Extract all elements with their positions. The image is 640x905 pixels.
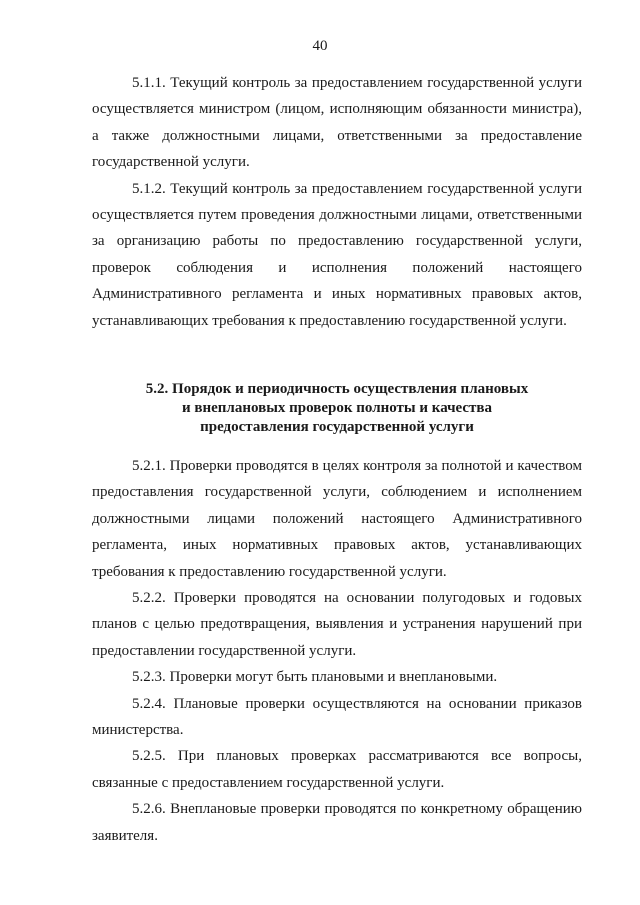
paragraph-5-1-1: 5.1.1. Текущий контроль за предоставлением государственной услуги осуществляется министром (лицом, исполняющим обязанности министра), а также должностными лицами, ответственными за предоставление государственной услуги. bbox=[92, 75, 582, 171]
paragraph-5-1-2: 5.1.2. Текущий контроль за предоставлением государственной услуги осуществляется путем проведения должностными лицами, ответственными за организацию работы по предоставлению государственной услуги, проверок соблюдения и исполнения положений настоящего Административного регламента и иных нормативных правовых актов, устанавливающих требования к предоставлению государственной услуги. bbox=[92, 180, 582, 329]
heading-line: и внеплановых проверок полноты и качества bbox=[181, 400, 493, 416]
section-5-1-body bbox=[92, 70, 582, 334]
paragraph-5-2-2: 5.2.2. Проверки проводятся на основании полугодовых и годовых планов с целью предотвращения, выявления и устранения нарушений при предоставлении государственной услуги. bbox=[92, 590, 582, 659]
paragraph-5-2-6: 5.2.6. Внеплановые проверки проводятся по конкретному обращению заявителя. bbox=[92, 801, 582, 844]
paragraph-5-2-4: 5.2.4. Плановые проверки осуществляются на основании приказов министерства. bbox=[92, 695, 582, 739]
page-number: 40 bbox=[312, 38, 328, 54]
heading-line: 5.2. Порядок и периодичность осуществления плановых bbox=[145, 381, 529, 397]
section-5-2-heading bbox=[92, 380, 582, 437]
paragraph-5-2-3: 5.2.3. Проверки могут быть плановыми и внеплановыми. bbox=[132, 669, 498, 686]
heading-line: предоставления государственной услуги bbox=[200, 419, 474, 435]
paragraph-5-2-1: 5.2.1. Проверки проводятся в целях контроля за полнотой и качеством предоставления государственной услуги, соблюдением и исполнением должностными лицами положений настоящего Административного регламента, иных нормативных правовых актов, устанавливающих требования к предоставлению государственной услуги. bbox=[92, 458, 582, 580]
paragraph-5-2-5: 5.2.5. При плановых проверках рассматриваются все вопросы, связанные с предоставлением государственной услуги. bbox=[92, 748, 582, 791]
section-5-2-body bbox=[92, 453, 582, 849]
